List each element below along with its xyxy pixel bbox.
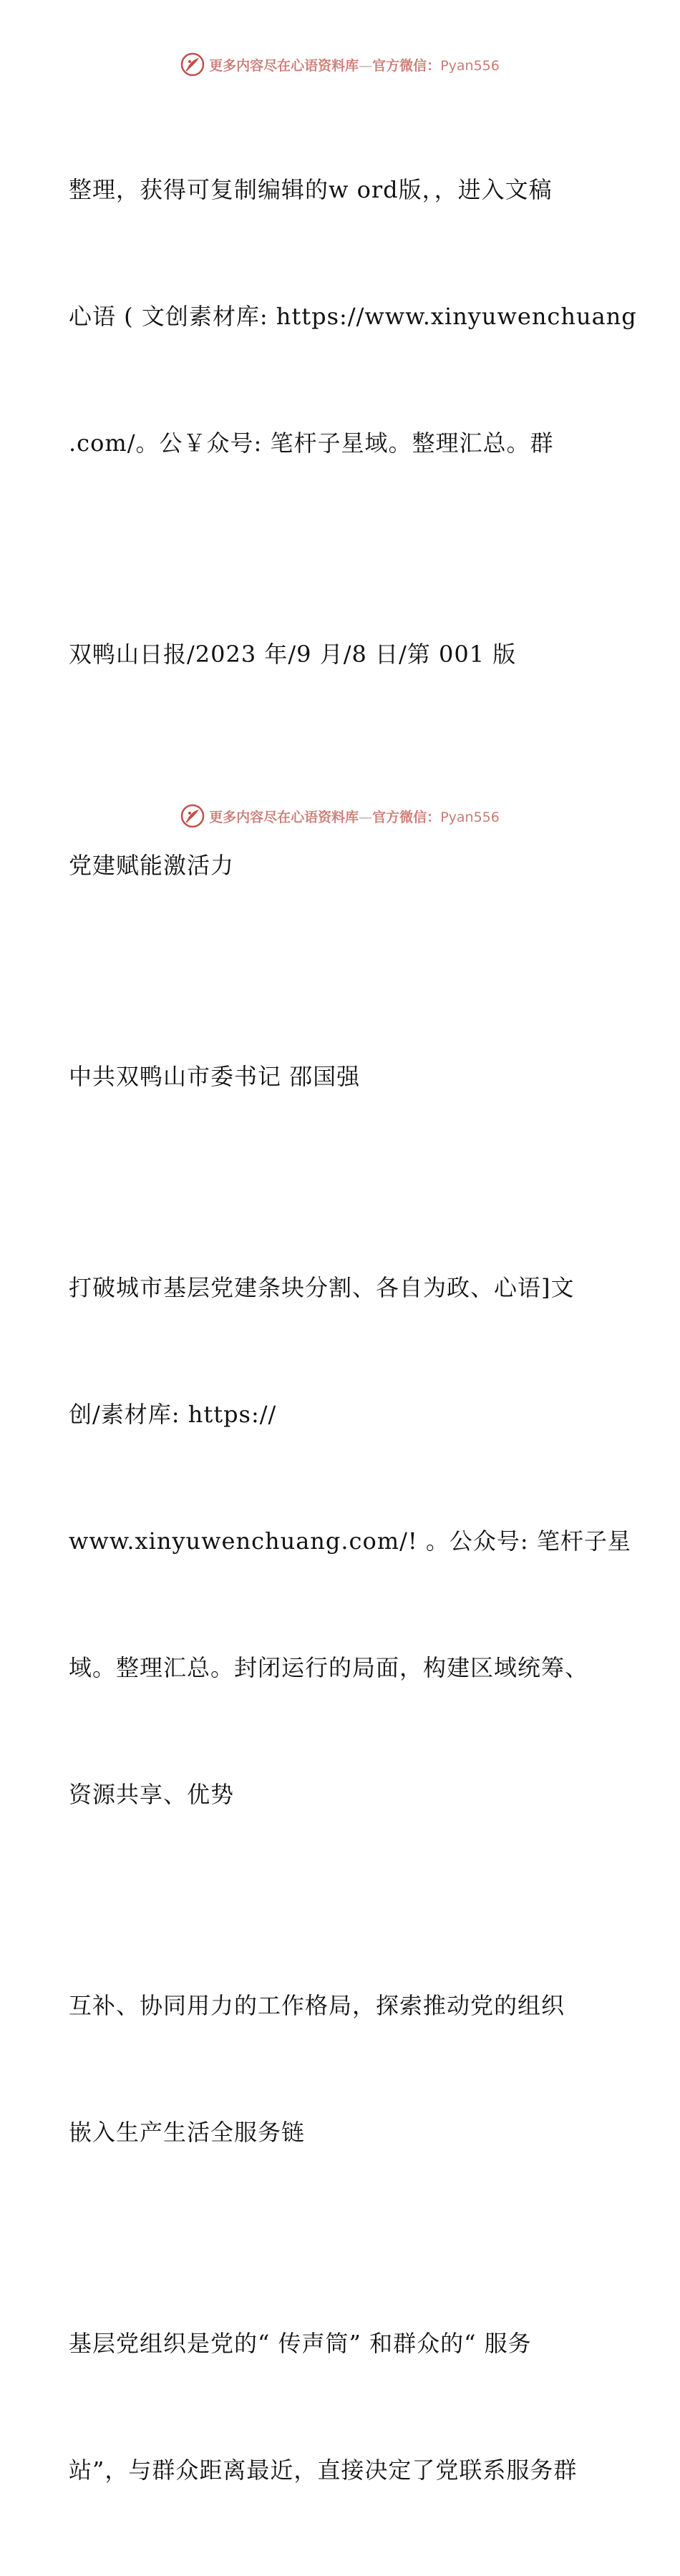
paragraph-source [69,549,613,760]
text-line: 域。整理汇总。封闭运行的局面，构建区域统筹、 [69,1654,589,1681]
paragraph-intro [69,84,637,549]
banner-dash: — [359,57,373,74]
text-line: 双鸭山日报/2023 年/9 月/8 日/第 001 版 [69,641,517,668]
banner-wechat-id: Pyan556 [440,809,500,825]
article-title [69,760,613,971]
text-line: www.xinyuwenchuang.com/! 。公众号: 笔杆子星 [69,1527,631,1555]
paragraph-body-1 [69,1182,631,1900]
text-line: 嵌入生产生活全服务链 [69,2119,306,2146]
quill-pen-logo-icon [180,52,205,77]
banner-main-text: 更多内容尽在心语资料库 [209,809,359,825]
paragraph-body-2 [69,1900,613,2238]
document-body [69,84,637,2576]
text-line: 打破城市基层党建条块分割、各自为政、心语]文 [69,1274,575,1301]
text-line: 党建赋能激活力 [69,852,235,879]
banner-wechat-label: 官方微信： [372,809,441,825]
text-line: 创/素材库: https:// [69,1401,277,1428]
text-line: 基层党组织是党的“ 传声筒” 和群众的“ 服务 [69,2330,532,2357]
article-author [69,971,613,1182]
text-line: 中共双鸭山市委书记 邵国强 [69,1063,361,1090]
quill-pen-logo-icon [180,804,205,828]
paragraph-body-3 [69,2238,613,2576]
footer-watermark-banner [0,802,680,830]
text-line: 整理，获得可复制编辑的w ord版，，进入文稿 [69,176,553,203]
banner-wechat-id: Pyan556 [440,57,500,74]
banner-wechat-label: 官方微信： [372,57,441,74]
header-watermark-banner [0,50,680,79]
text-line: 站”，与群众距离最近，直接决定了党联系服务群 [69,2456,578,2484]
text-line: 互补、协同用力的工作格局，探索推动党的组织 [69,1992,565,2019]
text-line: .com/。公￥众号: 笔杆子星域。整理汇总。群 [69,429,554,457]
text-line: 资源共享、优势 [69,1781,235,1808]
banner-main-text: 更多内容尽在心语资料库 [209,57,359,74]
text-line: 心语 ( 文创素材库: https://www.xinyuwenchuang [69,303,637,330]
banner-dash: — [359,809,373,825]
